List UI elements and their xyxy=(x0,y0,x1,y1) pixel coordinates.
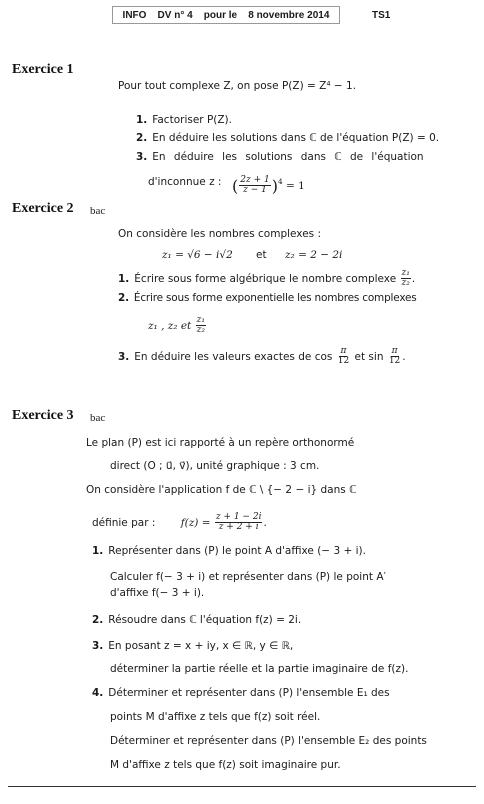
ex1-eq-den: z − 1 xyxy=(243,185,267,196)
ex1-item1-text: Factoriser P(Z). xyxy=(152,114,232,126)
ex3-item4-line3: Déterminer et représenter dans (P) l'ensemble E₂ des points xyxy=(110,735,427,747)
ex2-z2: z₂ = 2 − 2i xyxy=(285,249,343,261)
ex2-tag: bac xyxy=(90,205,106,217)
ex2-item2-cont xyxy=(148,316,207,336)
header-date: 8 novembre 2014 xyxy=(248,9,330,21)
ex2-item1-text: Écrire sous forme algébrique le nombre complexe xyxy=(134,272,397,285)
ex1-item3-text: En déduire les solutions dans ℂ de l'équation xyxy=(152,151,424,163)
ex1-item3 xyxy=(136,151,424,163)
ex1-item3-cont: d'inconnue z : xyxy=(148,176,222,188)
ex2-item1-num: 1. xyxy=(118,272,130,285)
ex1-item1-num: 1. xyxy=(136,114,148,126)
ex2-item3-et: et sin xyxy=(354,350,384,363)
ex3-line1: Le plan (P) est ici rapporté à un repère orthonormé xyxy=(86,437,355,449)
header-dv: DV n° 4 xyxy=(157,9,193,21)
ex3-item2 xyxy=(92,614,301,626)
ex3-f-frac: $\frac{z + 1 - 2i}{z + 2 + i}$ xyxy=(215,512,262,533)
ex1-equation: ( $\frac{2z + 1}{z - 1}$ )$^4$ = 1 xyxy=(232,175,305,196)
ex1-item3-num: 3. xyxy=(136,151,148,163)
ex2-et: et xyxy=(256,249,267,261)
ex2-sin-frac: $\frac{\pi}{12}$ xyxy=(388,346,401,367)
header-pourle: pour le xyxy=(203,9,238,21)
ex3-item4-text: Déterminer et représenter dans (P) l'ensemble E₁ des xyxy=(108,687,390,699)
ex1-item1 xyxy=(136,114,232,126)
ex3-item1-text: Représenter dans (P) le point A d'affixe (− 3 + i). xyxy=(108,545,366,557)
ex1-item2 xyxy=(136,132,439,144)
ex3-item3 xyxy=(92,640,293,652)
ex1-item2-text: En déduire les solutions dans ℂ de l'équation P(Z) = 0. xyxy=(152,132,440,144)
header-info: INFO xyxy=(122,9,147,21)
ex1-intro: Pour tout complexe Z, on pose P(Z) = Z⁴ − 1. xyxy=(118,80,357,92)
ex3-item1-affix: d'affixe f(− 3 + i). xyxy=(110,587,205,599)
ex2-item1-frac: $\frac{\text{z₁}}{\text{z₂}}$ xyxy=(401,268,410,289)
ex3-item3-num: 3. xyxy=(92,640,104,652)
ex3-item1-num: 1. xyxy=(92,545,104,557)
ex3-item4-line4: M d'affixe z tels que f(z) soit imaginaire pur. xyxy=(110,759,341,771)
ex2-item3-text: En déduire les valeurs exactes de cos xyxy=(134,350,333,363)
ex3-item1 xyxy=(92,545,366,557)
ex3-item3-cont: déterminer la partie réelle et la partie imaginaire de f(z). xyxy=(110,663,409,675)
ex1-eq-rest: = 1 xyxy=(286,179,305,192)
ex2-item2-list: z₁ , z₂ et xyxy=(148,319,192,332)
ex3-line3: On considère l'application f de ℂ \ {− 2 − i} dans ℂ xyxy=(86,484,357,496)
ex3-item4-line2: points M d'affixe z tels que f(z) soit réel. xyxy=(110,711,321,723)
bottom-rule xyxy=(8,786,476,787)
ex3-title: Exercice 3 xyxy=(12,408,74,423)
ex2-item3: 3. En déduire les valeurs exactes de cos $\frac{\pi}{12}$ et sin $\frac{\pi}{12}$ . xyxy=(118,346,406,367)
header-box xyxy=(112,6,340,24)
ex2-item2-num: 2. xyxy=(118,292,129,304)
ex3-item2-num: 2. xyxy=(92,614,104,626)
ex3-item1-calc: Calculer f(− 3 + i) et représenter dans (P) le point A′ xyxy=(110,571,386,583)
ex3-f-def: f(z) = xyxy=(180,516,211,529)
ex1-eq-num: 2z + 1 xyxy=(240,175,270,185)
ex2-item2-text: Écrire sous forme exponentielle les nombres complexes xyxy=(133,292,417,304)
ex3-item2-text: Résoudre dans ℂ l'équation f(z) = 2i. xyxy=(108,614,302,626)
ex1-item2-num: 2. xyxy=(136,132,148,144)
ex3-defined-by: définie par : xyxy=(92,516,156,529)
ex2-cos-frac: $\frac{\pi}{12}$ xyxy=(337,346,350,367)
header-class: TS1 xyxy=(372,10,391,21)
ex3-item3-text: En posant z = x + iy, x ∈ ℝ, y ∈ ℝ, xyxy=(108,640,294,652)
ex3-item4 xyxy=(92,687,390,699)
ex1-title: Exercice 1 xyxy=(12,62,74,77)
ex2-z1: z₁ = √6 − i√2 xyxy=(162,249,233,261)
ex3-tag: bac xyxy=(90,412,106,424)
ex2-item2-frac: $\frac{\text{z₁}}{\text{z₂}}$ xyxy=(196,315,205,336)
ex2-item3-num: 3. xyxy=(118,350,130,363)
ex2-item2 xyxy=(118,292,417,304)
ex2-title: Exercice 2 xyxy=(12,201,74,216)
ex3-line2: direct (O ; u⃗, v⃗), unité graphique : 3 cm. xyxy=(110,460,320,472)
ex3-line4: définie par : f(z) = $\frac{z + 1 - 2i}{z + 2 + i}$ . xyxy=(92,512,267,533)
ex3-item4-num: 4. xyxy=(92,687,104,699)
ex2-item1: 1. Écrire sous forme algébrique le nombre complexe $\frac{\text{z₁}}{\text{z₂}}$ . xyxy=(118,268,416,289)
ex2-intro: On considère les nombres complexes : xyxy=(118,228,321,240)
